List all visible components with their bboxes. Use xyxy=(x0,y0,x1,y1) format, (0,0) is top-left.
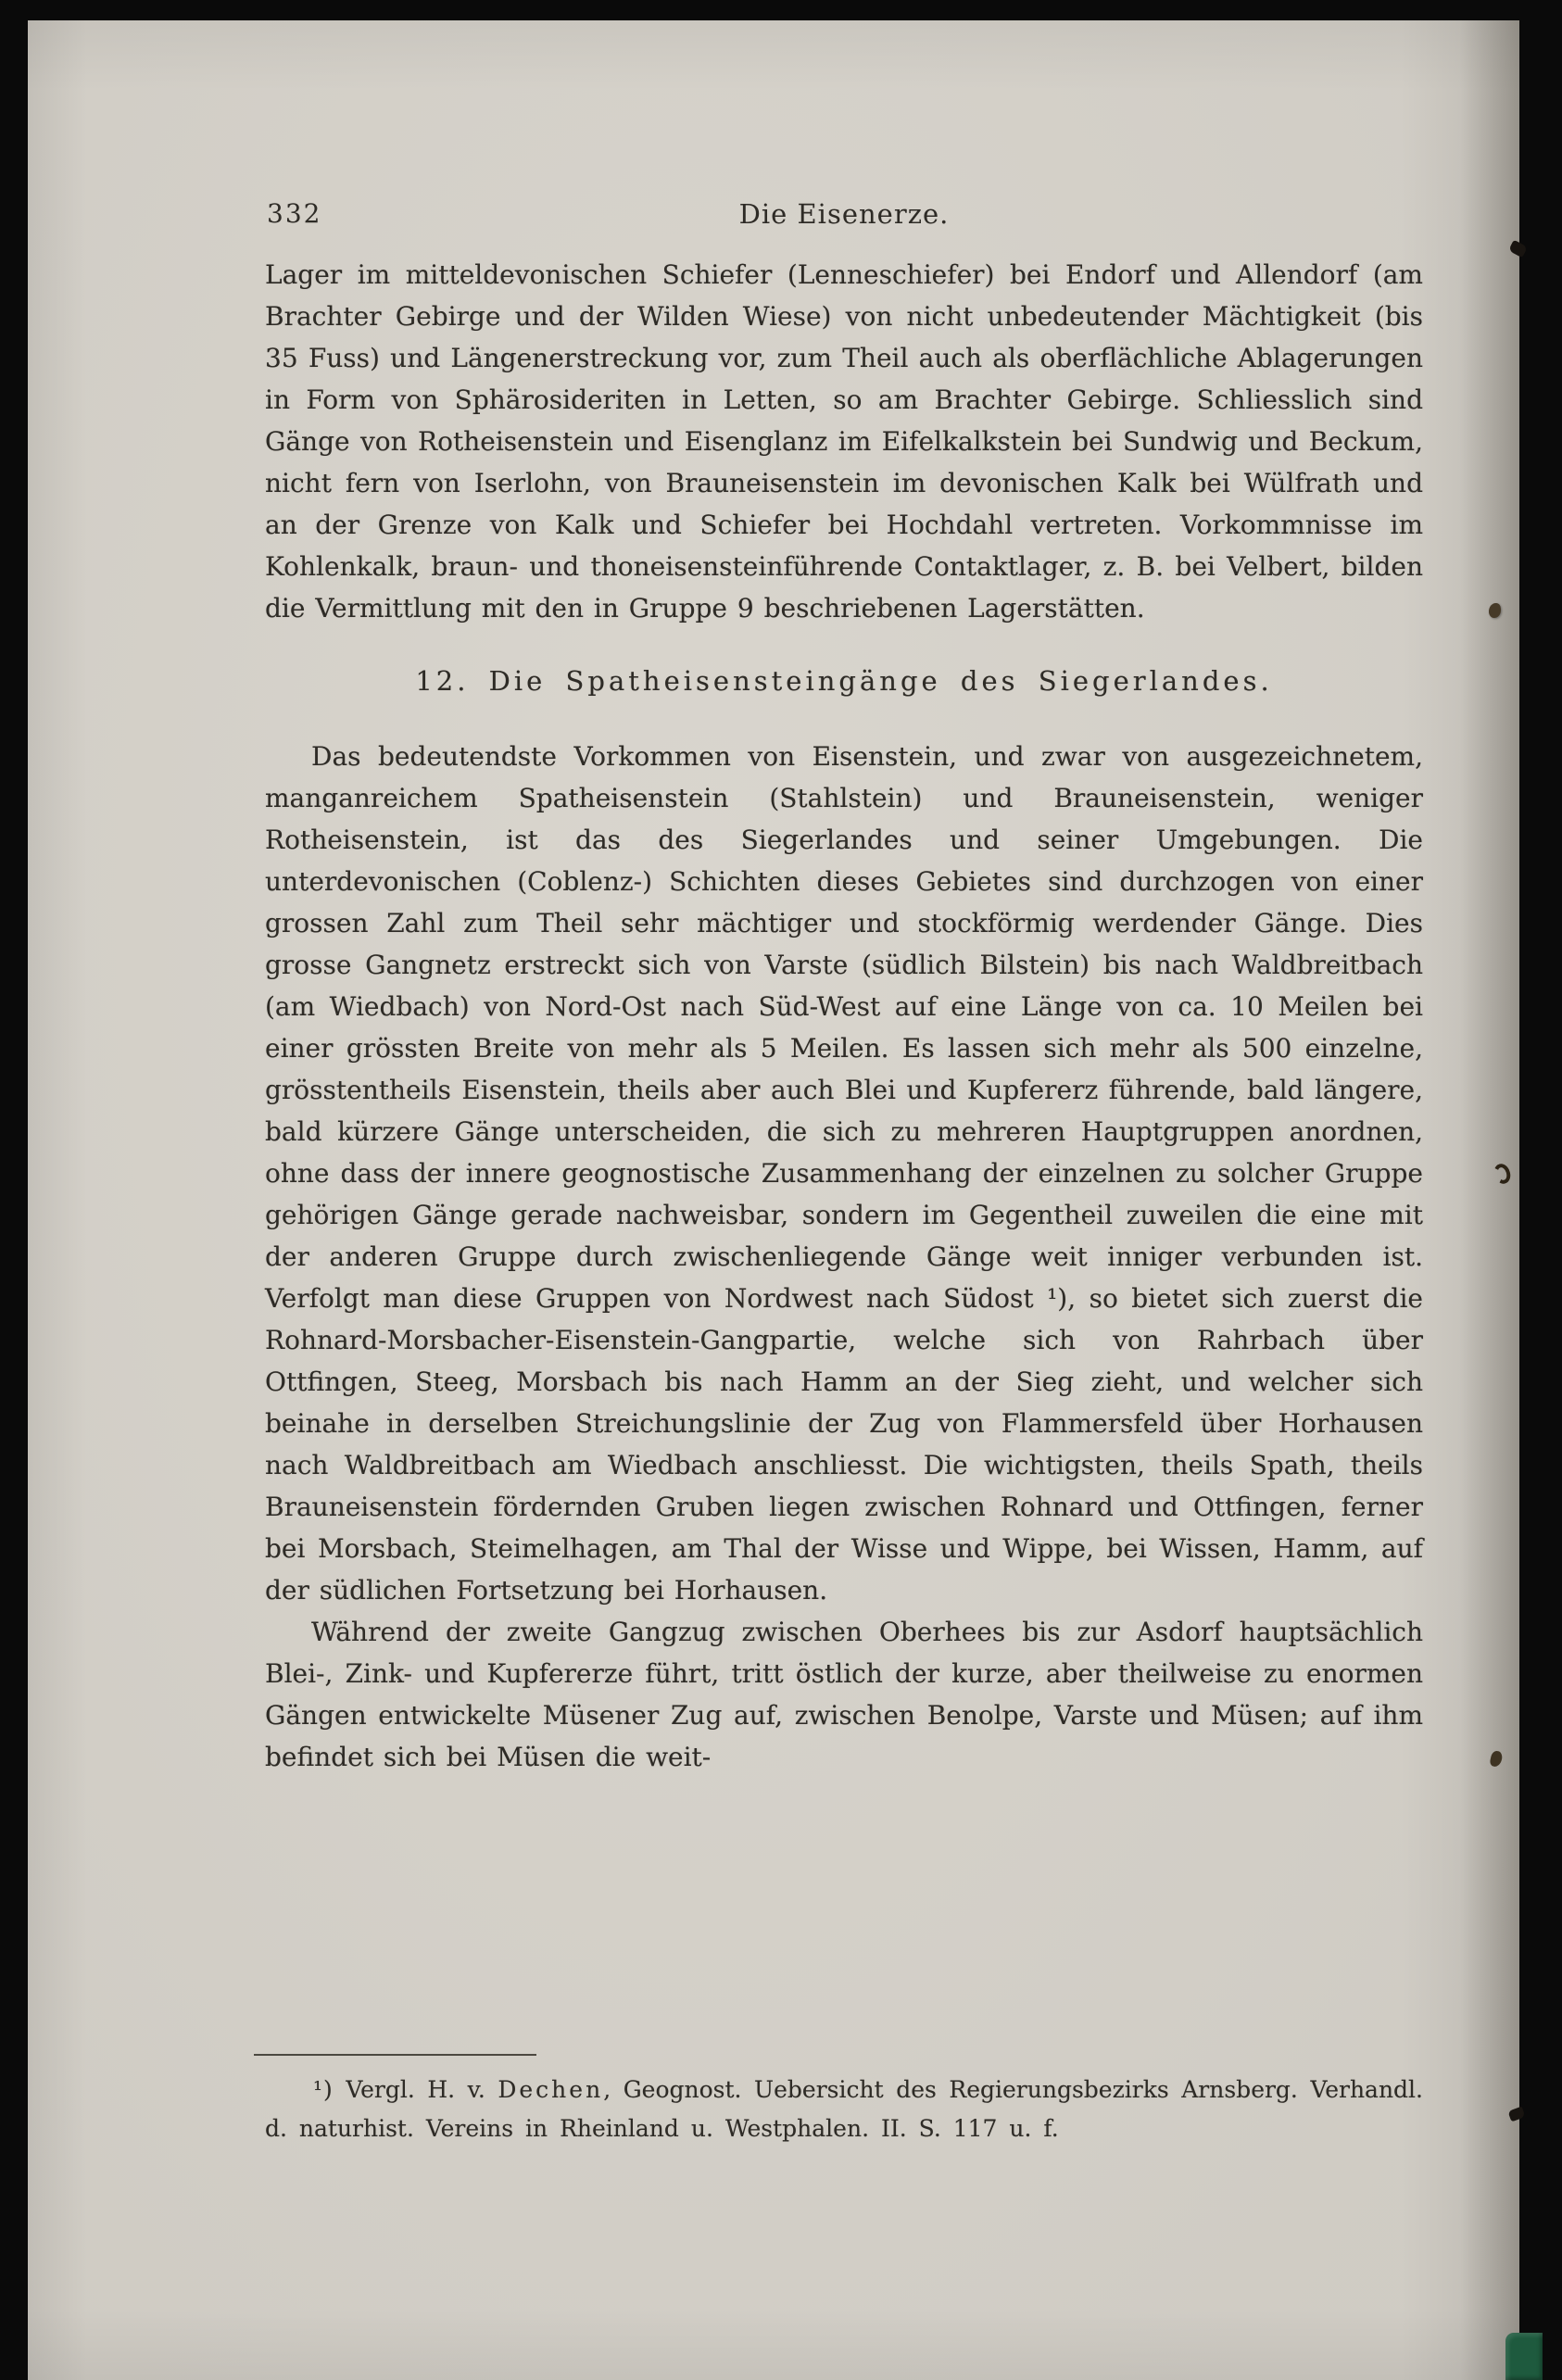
footnote-post: , Geognost. Uebersicht des Regierungsbezirks Arnsberg. Verhandl. d. naturhist. Vereins in Rheinland u. Westphalen. II. S. 117 u. f. xyxy=(265,2076,1424,2142)
book-page xyxy=(28,20,1519,2380)
footnote-rule xyxy=(254,2054,536,2056)
running-head-title: Die Eisenerze. xyxy=(738,198,950,230)
paragraph-continuation: Lager im mitteldevonischen Schiefer (Lenneschiefer) bei Endorf und Allendorf (am Brachter Gebirge und der Wilden Wiese) von nicht unbedeutender Mächtigkeit (bis 35 Fuss) und Längenerstreckung vor, zum Theil auch als oberflächliche Ablagerungen in Form von Sphärosideriten in Letten, so am Brachter Gebirge. Schliesslich sind Gänge von Rotheisenstein und Eisenglanz im Eifelkalkstein bei Sundwig und Beckum, nicht fern von Iserlohn, von Brauneisenstein im devonischen Kalk bei Wülfrath und an der Grenze von Kalk und Schiefer bei Hochdahl vertreten. Vorkommnisse im Kohlenkalk, braun- und thoneisensteinführende Contaktlager, z. B. bei Velbert, bilden die Vermittlung mit den in Gruppe 9 beschriebenen Lagerstätten. xyxy=(265,259,1423,623)
footnote-author: Dechen xyxy=(498,2076,604,2103)
footnote-marker: ¹) xyxy=(313,2076,334,2103)
page-edge-shadow xyxy=(1460,20,1519,2380)
paragraph: Das bedeutendste Vorkommen von Eisenstein, und zwar von ausgezeichnetem, manganreichem Spatheisenstein (Stahlstein) und Brauneisenstein, weniger Rotheisenstein, ist das des Siegerlandes und seiner Umgebungen. Die unterdevonischen (Coblenz-) Schichten dieses Gebietes sind durchzogen von einer grossen Zahl zum Theil sehr mächtiger und stockförmig werdender Gänge. Dies grosse Gangnetz erstreckt sich von Varste (südlich Bilstein) bis nach Waldbreitbach (am Wiedbach) von Nord-Ost nach Süd-West auf eine Länge von ca. 10 Meilen bei einer grössten Breite von mehr als 5 Meilen. Es lassen sich mehr als 500 einzelne, grösstentheils Eisenstein, theils aber auch Blei und Kupfererz führende, bald längere, bald kürzere Gänge unterscheiden, die sich zu mehreren Hauptgruppen anordnen, ohne dass der innere geognostische Zusammenhang der einzelnen zu solcher Gruppe gehörigen Gänge gerade nachweisbar, sondern im Gegentheil zuweilen die eine mit der anderen Gruppe durch zwischenliegende Gänge weit inniger verbunden ist. Verfolgt man diese Gruppen von Nordwest nach Südost ¹), so bietet sich zuerst die Rohnard-Morsbacher-Eisenstein-Gangpartie, welche sich von Rahrbach über Ottfingen, Steeg, Morsbach bis nach Hamm an der Sieg zieht, und welcher sich beinahe in derselben Streichungslinie der Zug von Flammersfeld über Horhausen nach Waldbreitbach am Wiedbach anschliesst. Die wichtigsten, theils Spath, theils Brauneisenstein fördernden Gruben liegen zwischen Rohnard und Ottfingen, ferner bei Morsbach, Steimelhagen, am Thal der Wisse und Wippe, bei Wissen, Hamm, auf der südlichen Fortsetzung bei Horhausen. xyxy=(265,741,1423,1606)
book-cover-corner xyxy=(1505,2333,1543,2380)
footnote-pre: Vergl. H. v. xyxy=(333,2076,498,2103)
page-number: 332 xyxy=(267,198,322,229)
footnote xyxy=(265,2054,1423,2148)
footnote-text xyxy=(265,2071,1423,2148)
paragraph: Während der zweite Gangzug zwischen Oberhees bis zur Asdorf hauptsächlich Blei-, Zink- und Kupfererze führt, tritt östlich der kurze, aber theilweise zu enormen Gängen entwickelte Müsener Zug auf, zwischen Benolpe, Varste und Müsen; auf ihm befindet sich bei Müsen die weit- xyxy=(265,1617,1423,1772)
text-block xyxy=(265,254,1423,1778)
running-head xyxy=(265,193,1423,235)
section-heading: 12. Die Spatheisensteingänge des Siegerlandes. xyxy=(415,665,1273,697)
